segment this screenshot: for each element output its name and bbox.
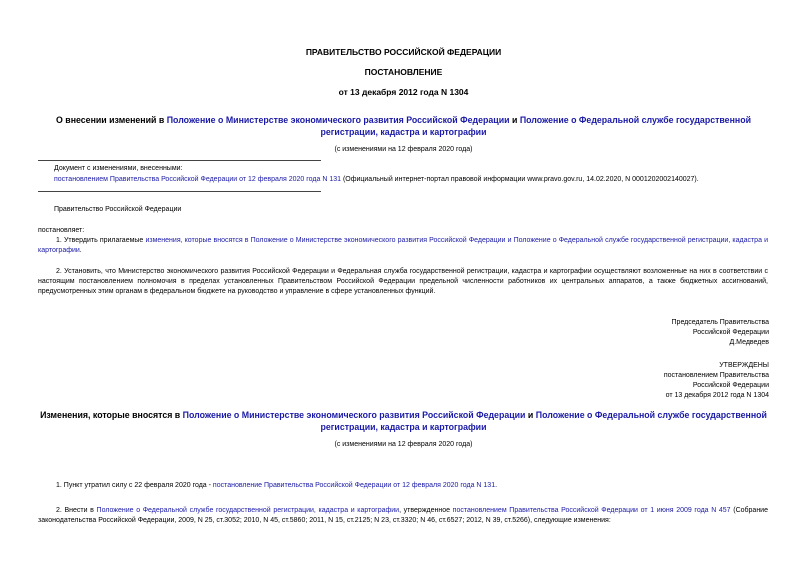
p2-prefix: 2. Внести в bbox=[56, 507, 97, 514]
title-link-ministry[interactable]: Положение о Министерстве экономического развития Российской Федерации bbox=[166, 115, 510, 125]
approved-by: постановлением Правительства bbox=[663, 372, 769, 380]
p2-suffix: (Собрание законодательства Российской Федерации, 2009, N 25, ст.3052; 2010, N 45, ст.5860; 2011, N 15, ст.2125; N 23, ст.3320; N 46, ст.6527; 2012, N 39, ст.5266), следующие изменения: bbox=[38, 507, 768, 525]
p2-link-decree-457[interactable]: постановлением Правительства Российской Федерации от 1 июня 2009 года N 457 bbox=[452, 507, 731, 514]
item1-suffix: . bbox=[79, 247, 82, 255]
section2-middle: и bbox=[525, 410, 536, 420]
section2-title bbox=[40, 410, 767, 434]
doc-type-heading: ПОСТАНОВЛЕНИЕ bbox=[364, 67, 443, 77]
change-item-1 bbox=[38, 481, 768, 491]
approved-title: УТВЕРЖДЕНЫ bbox=[719, 362, 769, 369]
revision-note: (с изменениями на 12 февраля 2020 года) bbox=[334, 146, 473, 153]
p2-link-rosreestr-regulation[interactable]: Положение о Федеральной службе государственной регистрации, кадастра и картографии bbox=[96, 507, 400, 514]
section2-link-ministry[interactable]: Положение о Министерстве экономического развития Российской Федерации bbox=[182, 410, 526, 420]
government-heading: ПРАВИТЕЛЬСТВО РОССИЙСКОЙ ФЕДЕРАЦИИ bbox=[305, 47, 502, 57]
resolves-text: постановляет: bbox=[38, 227, 85, 234]
document-title bbox=[40, 115, 767, 139]
approved-block bbox=[664, 361, 769, 402]
title-link-rosreestr[interactable]: Положение о Федеральной службе государственной регистрации, кадастра и картографии bbox=[320, 115, 751, 137]
resolution-item-2: 2. Установить, что Министерство экономического развития Российской Федерации и Федеральная служба государственной регистрации, кадастра и картографии осуществляют возложенные на них в соответствии с настоящим постановлением полномочия в пределах установленных Правительством Российской Федерации предельной численности работников их центральных аппаратов, а также бюджетных ассигнований, предусмотренных этим органам в федеральном бюджете на руководство и управление в сфере установленных функций. bbox=[38, 268, 768, 296]
resolution-item-1 bbox=[38, 236, 768, 256]
signature-position: Председатель Правительства bbox=[671, 319, 769, 326]
item1-link-changes[interactable]: изменения, которые вносятся в Положение о Министерстве экономического развития Российской Федерации и Положение о Федеральной службе государственной регистрации, кадастра и картографии bbox=[38, 237, 768, 255]
title-prefix: О внесении изменений в bbox=[56, 115, 167, 125]
changes-top-rule bbox=[38, 160, 321, 161]
authority-text: Правительство Российской Федерации bbox=[54, 206, 182, 213]
signature-block bbox=[672, 318, 769, 348]
changes-link-decree-131[interactable]: постановлением Правительства Российской Федерации от 12 февраля 2020 года N 131 bbox=[54, 176, 341, 183]
item1-prefix: 1. Утвердить прилагаемые bbox=[56, 237, 146, 244]
p1-link-decree-131[interactable]: постановление Правительства Российской Федерации от 12 февраля 2020 года N 131 bbox=[212, 482, 496, 489]
p1-prefix: 1. Пункт утратил силу с 22 февраля 2020 года - bbox=[56, 482, 213, 489]
approved-date: от 13 декабря 2012 года N 1304 bbox=[665, 392, 769, 400]
section2-revision-note: (с изменениями на 12 февраля 2020 года) bbox=[334, 441, 473, 448]
section2-prefix: Изменения, которые вносятся в bbox=[40, 410, 183, 420]
p1-suffix: . bbox=[495, 482, 498, 489]
doc-date-heading: от 13 декабря 2012 года N 1304 bbox=[338, 87, 469, 97]
section2-link-rosreestr[interactable]: Положение о Федеральной службе государственной регистрации, кадастра и картографии bbox=[320, 410, 767, 432]
signature-country: Российской Федерации bbox=[692, 329, 769, 337]
change-item-2 bbox=[38, 506, 768, 526]
signature-name: Д.Медведев bbox=[729, 339, 769, 347]
approved-country: Российской Федерации bbox=[692, 382, 769, 390]
changes-source: (Официальный интернет-портал правовой информации www.pravo.gov.ru, 14.02.2020, N 0001202002140027). bbox=[341, 176, 699, 183]
changes-label: Документ с изменениями, внесенными: bbox=[54, 165, 183, 172]
changes-entry bbox=[54, 175, 774, 185]
changes-bottom-rule bbox=[38, 191, 321, 192]
title-middle: и bbox=[509, 115, 520, 125]
p2-mid: , утвержденное bbox=[399, 507, 453, 514]
